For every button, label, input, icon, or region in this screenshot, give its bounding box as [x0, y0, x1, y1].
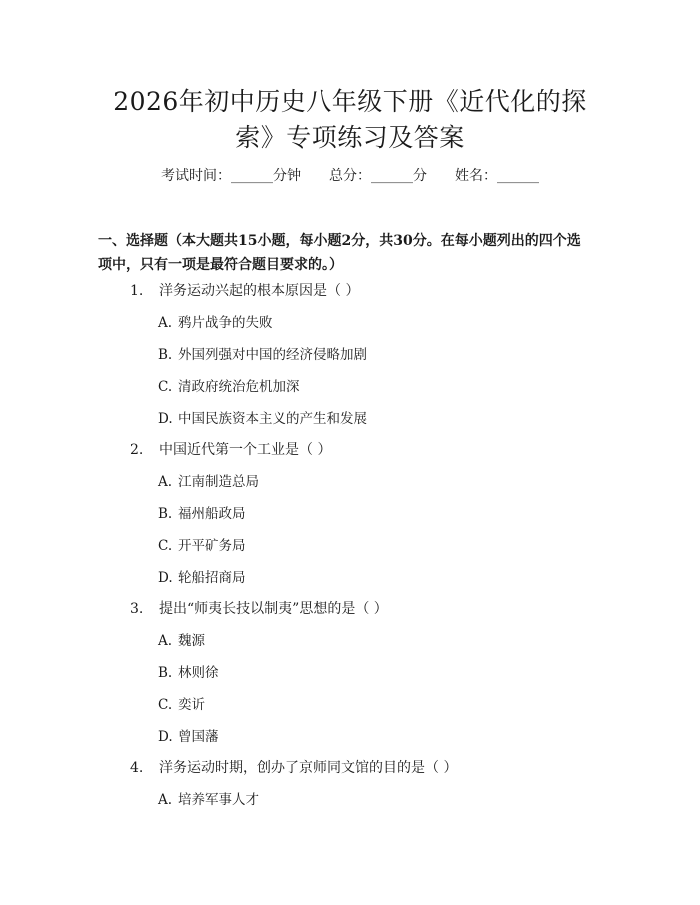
question-1-option-a	[158, 313, 273, 333]
question-number: 2.	[130, 442, 144, 458]
option-label: D.	[158, 570, 173, 586]
question-4-option-a	[158, 790, 259, 810]
question-1-option-c	[158, 377, 300, 397]
page-title-line-1: 2026年初中历史八年级下册《近代化的探	[113, 87, 587, 116]
option-text: 轮船招商局	[178, 570, 246, 586]
option-text: 林则徐	[178, 665, 219, 681]
option-label: A.	[158, 792, 173, 808]
question-3-option-b	[158, 663, 219, 683]
option-label: A.	[158, 474, 173, 490]
option-label: C.	[158, 538, 173, 554]
option-label: A.	[158, 633, 173, 649]
question-text: 洋务运动时期，创办了京师同文馆的目的是（ ）	[159, 760, 458, 776]
option-text: 福州船政局	[178, 506, 246, 522]
option-text: 曾国藩	[178, 729, 219, 745]
option-text: 江南制造总局	[178, 474, 259, 490]
option-text: 清政府统治危机加深	[178, 379, 300, 395]
option-label: D.	[158, 411, 173, 427]
exam-time-label: 考试时间：______分钟	[161, 168, 301, 184]
section-heading-line-2: 项中，只有一项是最符合题目要求的。）	[98, 257, 343, 273]
question-3-option-d	[158, 727, 219, 747]
option-label: B.	[158, 347, 173, 363]
question-1-option-d	[158, 409, 367, 429]
question-2	[130, 440, 331, 460]
question-text: 提出“师夷长技以制夷”思想的是（ ）	[159, 601, 388, 617]
question-2-option-d	[158, 568, 246, 588]
option-label: B.	[158, 665, 173, 681]
section-heading-line-1: 一、选择题（本大题共15小题，每小题2分，共30分。在每小题列出的四个选	[98, 233, 581, 249]
question-number: 1.	[130, 283, 144, 299]
option-label: A.	[158, 315, 173, 331]
question-1	[130, 281, 359, 301]
page-title-line-2: 索》专项练习及答案	[235, 123, 465, 152]
option-label: B.	[158, 506, 173, 522]
option-label: D.	[158, 729, 173, 745]
question-1-option-b	[158, 345, 367, 365]
option-text: 中国民族资本主义的产生和发展	[178, 411, 367, 427]
option-text: 鸦片战争的失败	[178, 315, 273, 331]
question-text: 洋务运动兴起的根本原因是（ ）	[159, 283, 360, 299]
name-label: 姓名：______	[455, 168, 539, 184]
option-text: 奕䜣	[178, 697, 205, 713]
option-text: 魏源	[178, 633, 205, 649]
option-text: 开平矿务局	[178, 538, 246, 554]
option-text: 外国列强对中国的经济侵略加剧	[178, 347, 367, 363]
question-3-option-c	[158, 695, 205, 715]
question-3-option-a	[158, 631, 205, 651]
question-text: 中国近代第一个工业是（ ）	[159, 442, 332, 458]
question-2-option-a	[158, 472, 259, 492]
total-score-label: 总分：______分	[329, 168, 427, 184]
question-2-option-b	[158, 504, 246, 524]
option-label: C.	[158, 697, 173, 713]
question-number: 3.	[130, 601, 144, 617]
exam-meta-line	[0, 166, 700, 186]
question-3	[130, 599, 388, 619]
question-2-option-c	[158, 536, 246, 556]
question-4	[130, 758, 457, 778]
option-label: C.	[158, 379, 173, 395]
option-text: 培养军事人才	[178, 792, 259, 808]
question-number: 4.	[130, 760, 144, 776]
